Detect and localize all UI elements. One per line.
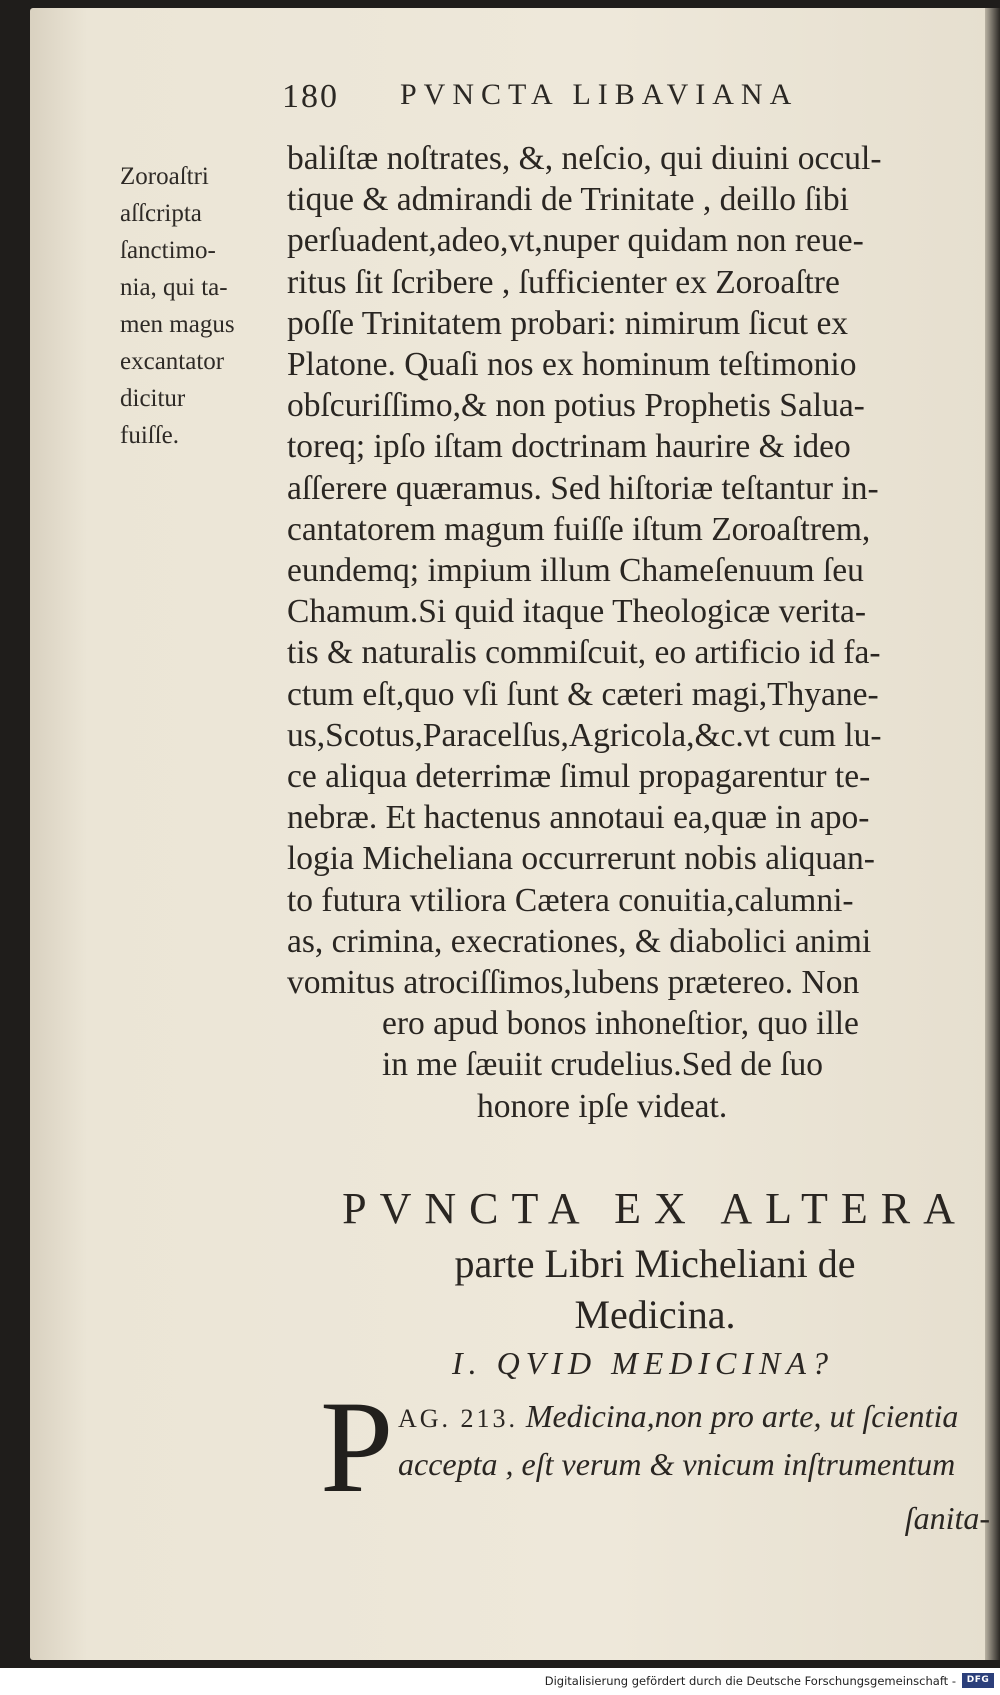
section-title-line: Medicina. [574,1292,736,1337]
marginal-line: excantator [120,348,225,375]
section-heading [320,1183,990,1338]
page-reference: AG. 213. [398,1404,519,1433]
marginal-line: ſanctimo- [120,237,216,264]
text-line: ctum eſt,quo vſi ſunt & cæteri magi,Thyane- [287,675,879,713]
text-line: baliſtæ noſtrates, &, neſcio, qui diuini occul- [287,140,882,177]
marginal-line: nia, qui ta- [120,274,228,301]
text-line: ritus ſit ſcribere , ſufficienter ex Zoroaſtre [287,263,840,301]
drop-cap: P [320,1373,394,1520]
funding-credit: Digitalisierung gefördert durch die Deutsche Forschungsgemeinschaft - [544,1674,956,1688]
catchword: ſanita- [904,1500,990,1536]
text-line: vomitus atrociſſimos,lubens prætereo. Non [287,964,860,1002]
paragraph-line [398,1398,958,1435]
text-line: poſſe Trinitatem probari: nimirum ſicut ex [287,304,849,342]
main-text [287,138,987,1127]
chapter-subtitle: I. QVID MEDICINA? [452,1345,834,1381]
digitization-footer [0,1668,1000,1695]
text-line: ero apud bonos inhoneſtior, quo ille [382,1005,859,1043]
section-title-line: PVNCTA EX ALTERA [342,1184,968,1233]
marginal-line: fuiſſe. [120,422,180,449]
text-line: Platone. Quaſi nos ex hominum teſtimonio [287,346,857,384]
page-number: 180 [282,78,339,115]
text-line: aſſerere quæramus. Sed hiſtoriæ teſtantur in- [287,469,879,507]
running-title: PVNCTA LIBAVIANA [400,78,799,111]
marginal-line: men magus [120,311,235,338]
text-line: Chamum.Si quid itaque Theologicæ verita- [287,593,867,631]
marginal-line: aſſcripta [120,200,202,227]
text-line: in me ſæuiit crudelius.Sed de ſuo [382,1046,824,1084]
text-line: us,Scotus,Paracelſus,Agricola,&c.vt cum lu- [287,716,882,754]
text-line: tique & admirandi de Trinitate , deillo ſibi [287,181,849,219]
text-line: cantatorem magum fuiſſe iſtum Zoroaſtrem, [287,510,871,548]
marginal-line: Zoroaſtri [120,163,209,190]
paragraph-line: accepta , eſt verum & vnicum inſtrumentum [398,1446,956,1482]
text-line: ce aliqua deterrimæ ſimul propagarentur te- [287,758,871,796]
text-line: logia Micheliana occurrerunt nobis aliquan- [287,840,875,878]
text-line: as, crimina, execrationes, & diabolici animi [287,922,872,960]
marginal-line: dicitur [120,385,186,412]
text-line: to futura vtiliora Cætera conuitia,calumni- [287,881,854,919]
text-line: honore ipſe videat. [477,1087,728,1125]
dfg-logo-icon: DFG [962,1673,994,1688]
quotation-text: Medicina,non pro arte, ut ſcientia [525,1398,959,1434]
opening-paragraph [320,1373,990,1548]
text-line: toreq; ipſo iſtam doctrinam haurire & ideo [287,428,851,466]
marginal-note [120,158,280,454]
text-line: nebræ. Et hactenus annotaui ea,quæ in apo- [287,799,870,837]
text-line: perſuadent,adeo,vt,nuper quidam non reue- [287,222,864,260]
text-line: eundemq; impium illum Chameſenuum ſeu [287,552,864,590]
section-title-line: parte Libri Micheliani de [454,1241,856,1286]
text-line: tis & naturalis commiſcuit, eo artificio id fa- [287,634,881,672]
text-line: obſcuriſſimo,& non potius Prophetis Salua- [287,387,865,425]
